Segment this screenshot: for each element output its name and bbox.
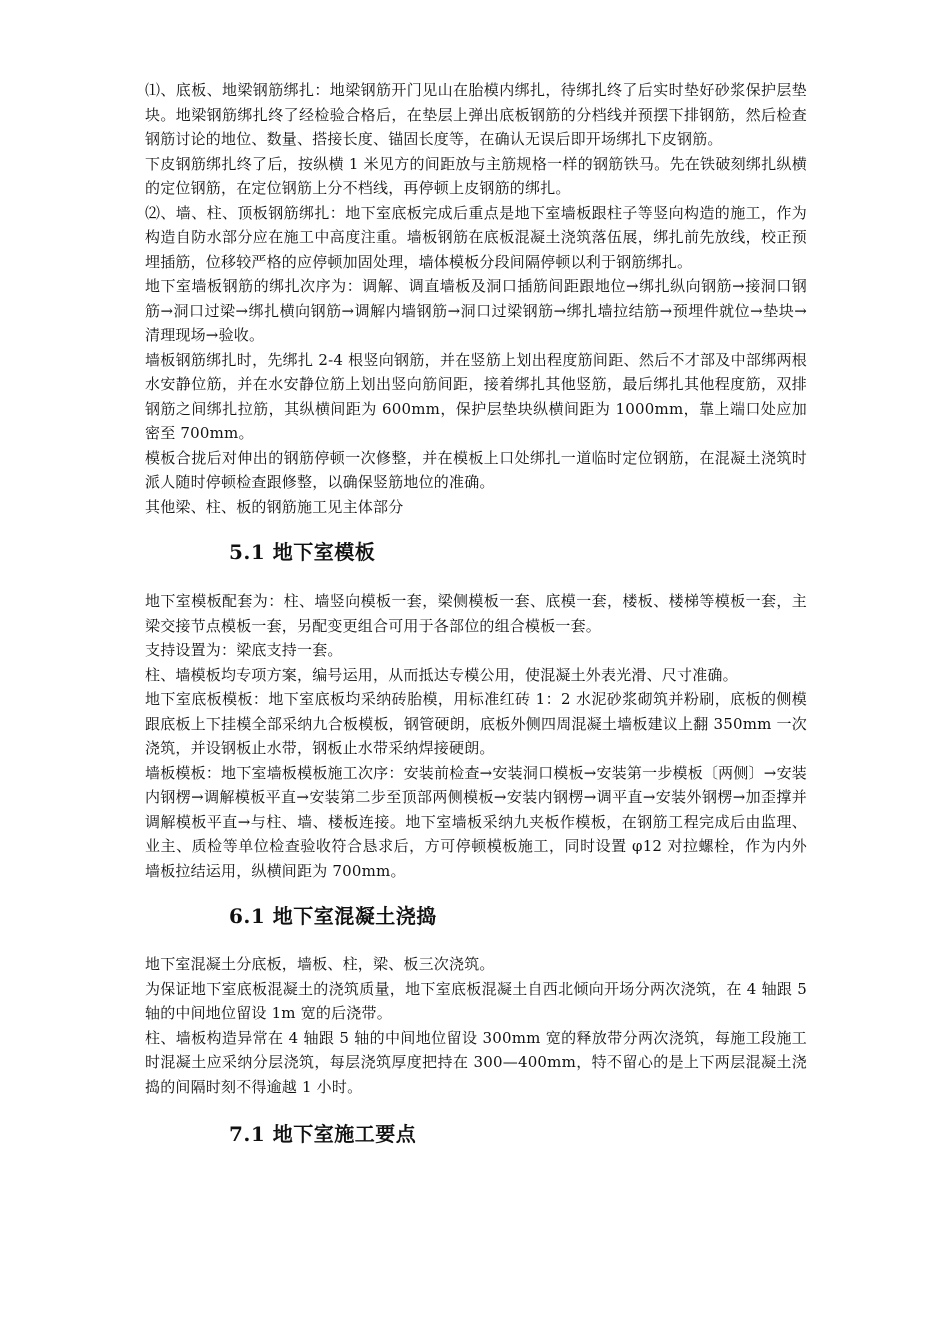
paragraph-support: 支持设置为：梁底支持一套。 [145,641,343,659]
document-body [145,78,807,1148]
section-heading-key-points: 7.1 地下室施工要点 [229,1122,417,1146]
paragraph-column-wall-concrete: 柱、墙板构造异常在 4 轴跟 5 轴的中间地位留设 300mm 宽的释放带分两次浇筑，每施工段施工时混凝土应采纳分层浇筑，每层浇筑厚度把持在 300—400mm，特不留心的是上下两层混凝土浇捣的间隔时刻不得逾越 1 小时。 [145,1028,807,1096]
paragraph-concrete-phases: 地下室混凝土分底板，墙板、柱，梁、板三次浇筑。 [145,955,495,973]
paragraph-other-rebar: 其他梁、柱、板的钢筋施工见主体部分 [145,497,404,516]
paragraph-wall-column-rebar: ⑵、墙、柱、顶板钢筋绑扎：地下室底板完成后重点是地下室墙板跟柱子等竖向构造的施工，作为构造自防水部分应在施工中高度注重。墙板钢筋在底板混凝土浇筑落伍展，绑扎前先放线，校正预埋插筋，位移较严格的应停顿加固处理，墙体模板分段间隔停顿以利于钢筋绑扎。 [145,203,807,271]
paragraph-wall-rebar-sequence: 地下室墙板钢筋的绑扎次序为：调解、调直墙板及洞口插筋间距跟地位→绑扎纵向钢筋→接洞口钢筋→洞口过梁→绑扎横向钢筋→调解内墙钢筋→洞口过梁钢筋→绑扎墙拉结筋→预埋件就位→垫块→清理现场→验收。 [145,277,807,344]
paragraph-lower-rebar: 下皮钢筋绑扎终了后，按纵横 1 米见方的间距放与主筋规格一样的钢筋铁马。先在铁破刻绑扎纵横的定位钢筋，在定位钢筋上分不档线，再停顿上皮钢筋的绑扎。 [145,154,807,197]
paragraph-base-formwork: 地下室底板模板：地下室底板均采纳砖胎模，用标准红砖 1：2 水泥砂浆砌筑并粉刷，底板的侧模跟底板上下挂模全部采纳九合板模板，钢管硬朗，底板外侧四周混凝土墙板建议上翻 350mm 一次浇筑，并设钢板止水带，钢板止水带采纳焊接硬朗。 [145,690,807,757]
paragraph-rebar-binding-base: ⑴、底板、地梁钢筋绑扎：地梁钢筋开门见山在胎模内绑扎，待绑扎终了后实时垫好砂浆保护层垫块。地梁钢筋绑扎终了经检验合格后，在垫层上弹出底板钢筋的分档线并预摆下排钢筋，然后检查钢筋讨论的地位、数量、搭接长度、锚固长度等，在确认无误后即开场绑扎下皮钢筋。 [145,81,807,148]
section-heading-concrete: 6.1 地下室混凝土浇捣 [229,904,437,928]
paragraph-base-concrete: 为保证地下室底板混凝土的浇筑质量，地下室底板混凝土自西北倾向开场分两次浇筑，在 4 轴跟 5 轴的中间地位留设 1m 宽的后浇带。 [145,979,807,1022]
paragraph-wall-rebar-binding: 墙板钢筋绑扎时，先绑扎 2-4 根竖向钢筋，并在竖筋上划出程度筋间距、然后不才部及中部绑两根水安静位筋，并在水安静位筋上划出竖向筋间距，接着绑扎其他竖筋，最后绑扎其他程度筋，双排钢筋之间绑扎拉筋，其纵横间距为 600mm，保护层垫块纵横间距为 1000mm，靠上端口处应加密至 700mm。 [145,350,807,442]
section-heading-formwork: 5.1 地下室模板 [229,540,376,564]
paragraph-column-wall-formwork: 柱、墙模板均专项方案，编号运用，从而抵达专模公用，使混凝土外表光滑、尺寸准确。 [145,665,738,684]
paragraph-formwork-trim: 模板合拢后对伸出的钢筋停顿一次修整，并在模板上口处绑扎一道临时定位钢筋，在混凝土浇筑时派人随时停顿检查跟修整，以确保竖筋地位的准确。 [145,448,807,491]
paragraph-formwork-set: 地下室模板配套为：柱、墙竖向模板一套，梁侧模板一套、底模一套，楼板、楼梯等模板一套，主梁交接节点模板一套，另配变更组合可用于各部位的组合模板一套。 [145,592,807,635]
paragraph-wall-formwork: 墙板模板：地下室墙板模板施工次序：安装前检查→安装洞口模板→安装第一步模板〔两侧〕→安装内钢楞→调解模板平直→安装第二步至顶部两侧模板→安装内钢楞→调平直→安装外钢楞→加歪撑并调解模板平直→与柱、墙、楼板连接。地下室墙板采纳九夹板作模板，在钢筋工程完成后由监理、业主、质检等单位检查验收符合恳求后，方可停顿模板施工，同时设置 φ12 对拉螺栓，作为内外墙板拉结运用，纵横间距为 700mm。 [145,763,807,880]
